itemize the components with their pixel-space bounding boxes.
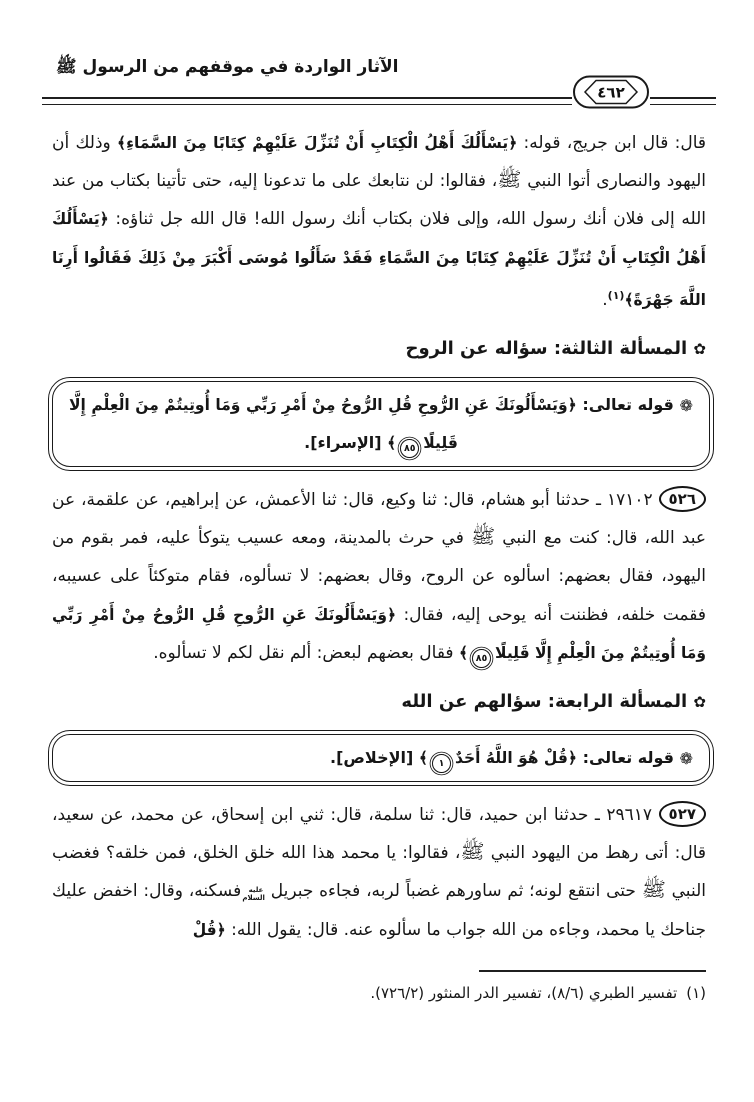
- quran-verse: ﴿يَسْأَلُكَ أَهْلُ الْكِتَابِ أَنْ تُنَزِّلَ عَلَيْهِمْ كِتَابًا مِنَ السَّمَاءِ﴾: [117, 134, 518, 152]
- text-run: قوله تعالى:: [576, 395, 680, 415]
- footnote: [52, 978, 706, 1008]
- ayah-number-medallion: ٨٥: [400, 439, 419, 458]
- quran-verse: ﴿قُلْ: [192, 920, 226, 939]
- footnote-divider: [479, 970, 706, 972]
- issue-3-heading: [52, 334, 706, 364]
- hadith-526-paragraph: [52, 481, 706, 672]
- text-run: حتى انتقع لونه؛ ثم ساورهم غضباً لربه، فجاءه جبريل: [264, 881, 642, 902]
- quran-verse: ﴾: [418, 749, 428, 768]
- verse-box-ikhlas: [48, 730, 714, 786]
- ayah-number-medallion: ١: [432, 754, 451, 773]
- rosette-icon: ✿: [693, 693, 706, 712]
- footnote-reference: (١): [607, 288, 625, 302]
- page-title: الآثار الواردة في موقفهم من الرسول ﷺ: [56, 57, 399, 77]
- verse-box-isra: [48, 377, 714, 471]
- pbuh-calligraphy-icon: ﷺ: [470, 524, 496, 549]
- alayhis-salam-icon: عليه السلام: [242, 886, 265, 903]
- text-run: المسألة الثالثة: سؤاله عن الروح: [405, 338, 694, 360]
- rosette-icon: ✿: [693, 340, 706, 359]
- flower-icon: ❁: [679, 749, 693, 769]
- text-run: [الإخلاص].: [330, 748, 419, 768]
- text-run: ٢٩٦١٧ ـ حدثنا ابن حميد، قال: ثنا سلمة، قال: ثني ابن إسحاق، عن محمد، عن سعيد، قال: أتى رهط من اليهود النبي: [52, 805, 706, 864]
- text-run: فسكنه، وقال: اخفض عليك جناحك يا محمد، وجاءه من الله جواب ما سألوه عنه. قال: يقول الله:: [52, 881, 706, 940]
- page-header: [52, 54, 706, 114]
- text-run: المسألة الرابعة: سؤالهم عن الله: [401, 691, 694, 713]
- footnote-text: تفسير الطبري (٨/٦)، تفسير الدر المنثور (٧٢٦/٢).: [370, 983, 678, 1002]
- footnote-divider-wrap: [52, 967, 706, 972]
- pbuh-calligraphy-icon: ﷺ: [641, 877, 666, 902]
- text-run: وذلك أن اليهود والنصارى أتوا النبي: [52, 133, 706, 192]
- quran-verse: ﴿قُلْ هُوَ اللَّهُ أَحَدٌ: [454, 749, 578, 768]
- page-number-badge: [572, 72, 650, 112]
- text-run: فقال بعضهم لبعض: ألم نقل لكم لا تسألوه.: [153, 642, 459, 663]
- ayah-number-medallion: ٨٥: [472, 649, 491, 668]
- pbuh-calligraphy-icon: ﷺ: [497, 167, 522, 192]
- text-run: ، فقالوا: يا محمد هذا الله خلق الخلق، فمن خلقه؟ فغضب النبي: [52, 843, 706, 902]
- opening-paragraph: [52, 124, 706, 319]
- issue-4-heading: [52, 687, 706, 717]
- serial-number-badge: ٥٢٦: [659, 486, 706, 512]
- text-run: قال: قال ابن جريج، قوله:: [517, 133, 706, 153]
- text-run: قوله تعالى:: [577, 748, 680, 768]
- quran-verse: ﴿وَيَسْأَلُونَكَ عَنِ الرُّوحِ قُلِ الرُّوحُ مِنْ أَمْرِ رَبِّي وَمَا أُوتِيتُمْ مِنَ الْعِلْمِ إِلَّا قَلِيلًا: [69, 396, 577, 453]
- flower-icon: ❁: [679, 396, 693, 416]
- page-number: ٤٦٢: [597, 83, 625, 102]
- quran-verse: ﴾: [387, 434, 397, 453]
- text-run: [الإسراء].: [304, 433, 388, 453]
- quran-verse: ﴿وَيَسْأَلُونَكَ عَنِ الرُّوحِ قُلِ الرُّوحُ مِنْ أَمْرِ رَبِّي وَمَا أُوتِيتُمْ مِنَ الْعِلْمِ إِلَّا قَلِيلًا: [52, 605, 706, 662]
- footnote-marker: (١): [686, 983, 706, 1002]
- quran-verse: ﴾: [458, 643, 469, 662]
- pbuh-calligraphy-icon: ﷺ: [460, 839, 485, 864]
- text-run: في حرث بالمدينة، ومعه عسيب يتوكأ عليه، فمر بقوم من اليهود، فقال بعضهم: اسألوه عن الروح، وقال بعضهم: لا تسألوه، فقام متوكئاً على عسيبه، فقمت خلفه، فظننت أنه يوحى إليه، فقال:: [52, 528, 706, 625]
- text-run: ، فقالوا: لن نتابعك على ما تدعونا إليه، حتى تأتينا بكتاب من عند الله إلى فلان أنك رسول الله، وإلى فلان بكتاب أنك رسول الله! قال الله جل ثناؤه:: [52, 171, 706, 230]
- text-run: ١٧١٠٢ ـ حدثنا أبو هشام، قال: ثنا وكيع، قال: ثنا الأعمش، عن إبراهيم، عن علقمة، عن عبد الله، قال: كنت مع النبي: [52, 490, 706, 549]
- text-run: .: [602, 289, 608, 310]
- hadith-527-paragraph: [52, 796, 706, 949]
- serial-number-badge: ٥٢٧: [659, 801, 706, 827]
- quran-verse: ﴿يَسْأَلُكَ أَهْلُ الْكِتَابِ أَنْ تُنَزِّلَ عَلَيْهِمْ كِتَابًا مِنَ السَّمَاءِ فَقَدْ سَأَلُوا مُوسَى أَكْبَرَ مِنْ ذَلِكَ فَقَالُوا أَرِنَا اللَّهَ جَهْرَةً﴾: [52, 210, 706, 309]
